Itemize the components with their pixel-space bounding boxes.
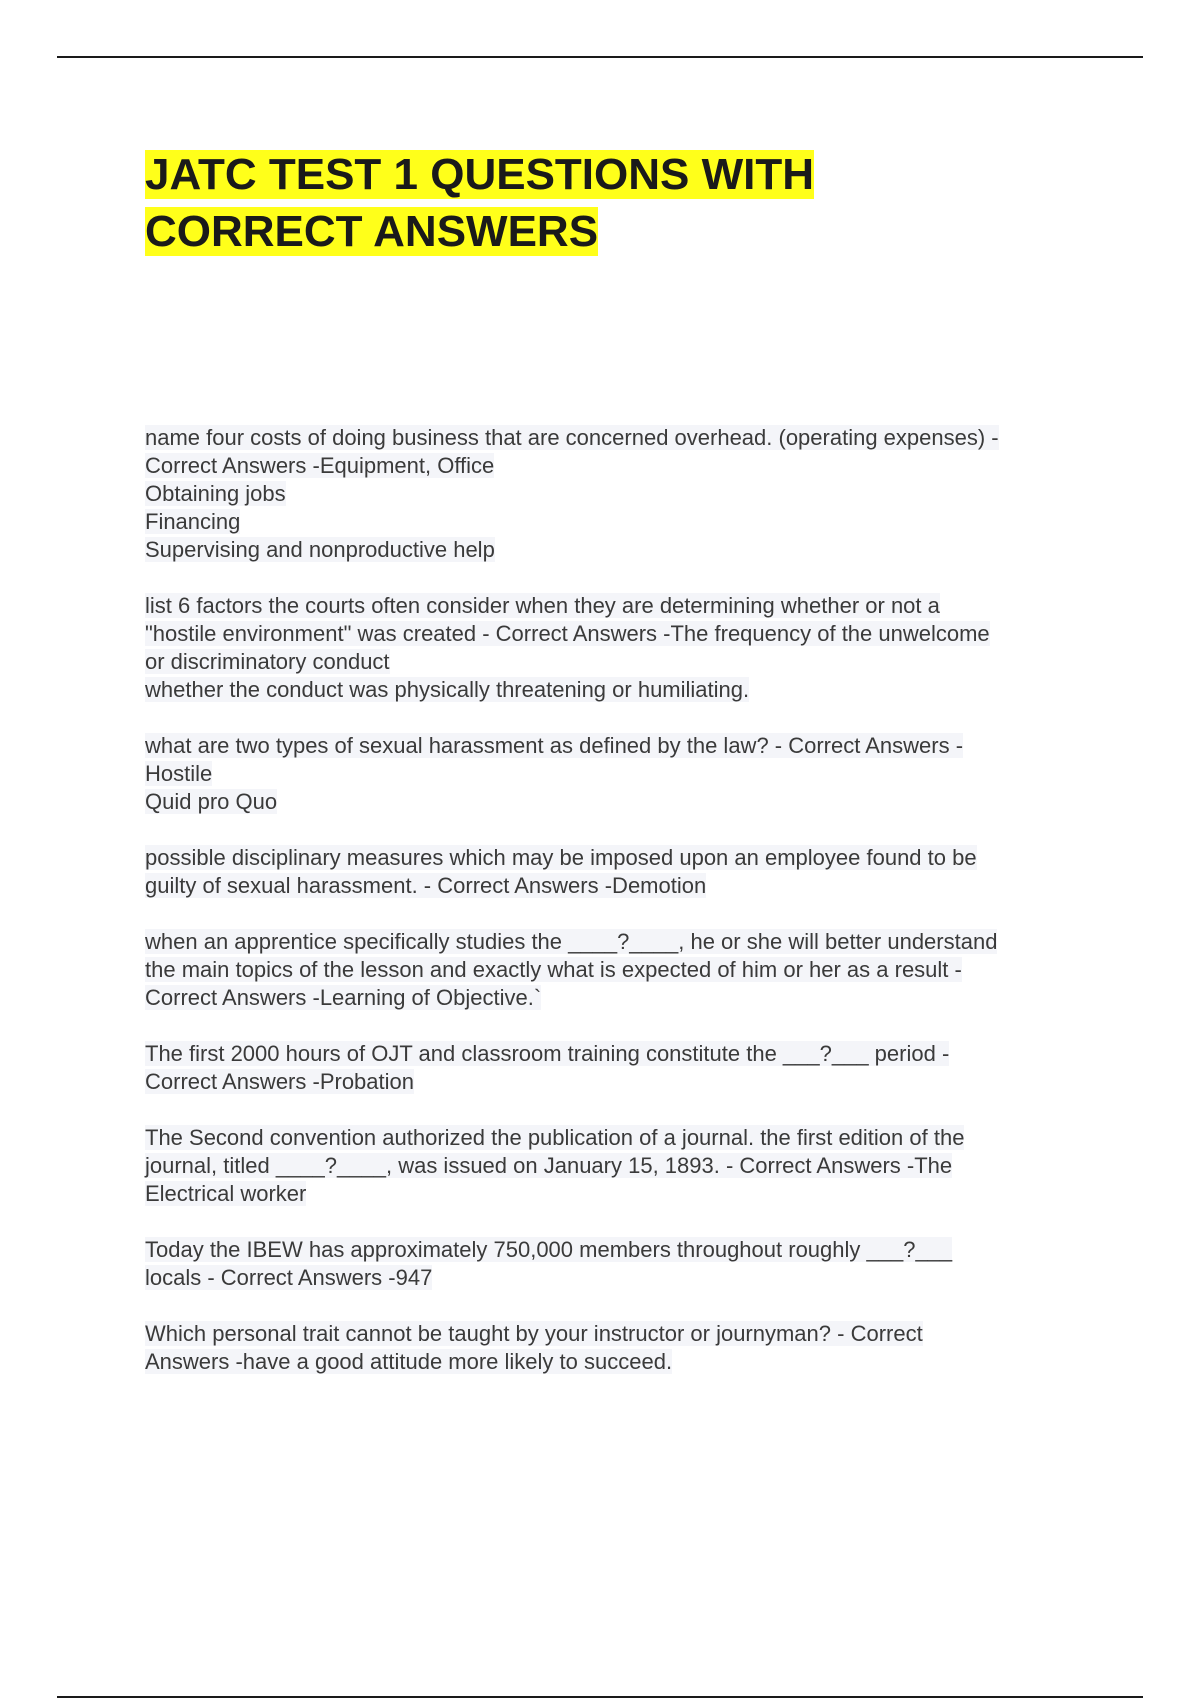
qa-line — [145, 1348, 1105, 1376]
qa-line — [145, 788, 1105, 816]
qa-line — [145, 424, 1105, 452]
qa-line-text: Correct Answers -Equipment, Office — [145, 453, 495, 478]
qa-entry — [145, 1124, 1105, 1208]
qa-line — [145, 676, 1105, 704]
qa-line-text: list 6 factors the courts often consider when they are determining whether or not a — [145, 593, 940, 618]
qa-line — [145, 480, 1105, 508]
qa-line-text: Today the IBEW has approximately 750,000 members throughout roughly ___?___ — [145, 1237, 953, 1262]
qa-line-text: Financing — [145, 509, 241, 534]
qa-line — [145, 844, 1105, 872]
title-line-2: CORRECT ANSWERS — [145, 207, 599, 256]
qa-line-text: Quid pro Quo — [145, 789, 278, 814]
qa-line — [145, 1264, 1105, 1292]
qa-line-text: when an apprentice specifically studies the ____?____, he or she will better understand — [145, 929, 998, 954]
qa-line-text: possible disciplinary measures which may be imposed upon an employee found to be — [145, 845, 977, 870]
qa-line-text: name four costs of doing business that are concerned overhead. (operating expenses) - — [145, 425, 999, 450]
qa-line-text: Supervising and nonproductive help — [145, 537, 495, 562]
qa-entry — [145, 424, 1105, 564]
qa-line-text: what are two types of sexual harassment as defined by the law? - Correct Answers - — [145, 733, 964, 758]
qa-line — [145, 1152, 1105, 1180]
qa-line — [145, 1180, 1105, 1208]
qa-line — [145, 928, 1105, 956]
qa-line — [145, 1320, 1105, 1348]
page-top-rule — [57, 56, 1143, 58]
qa-line-text: Hostile — [145, 761, 213, 786]
qa-entry — [145, 1236, 1105, 1292]
qa-line-text: the main topics of the lesson and exactly what is expected of him or her as a result - — [145, 957, 962, 982]
qa-line-text: Correct Answers -Learning of Objective.` — [145, 985, 542, 1010]
title-line-1: JATC TEST 1 QUESTIONS WITH — [145, 150, 815, 199]
qa-line — [145, 508, 1105, 536]
qa-line — [145, 648, 1105, 676]
qa-entry — [145, 592, 1105, 704]
qa-list — [145, 424, 1105, 1404]
qa-line-text: Electrical worker — [145, 1181, 307, 1206]
qa-line — [145, 1068, 1105, 1096]
qa-line — [145, 1236, 1105, 1264]
qa-line-text: journal, titled ____?____, was issued on January 15, 1893. - Correct Answers -The — [145, 1153, 953, 1178]
document-title — [145, 146, 1145, 260]
qa-line — [145, 1124, 1105, 1152]
qa-line-text: guilty of sexual harassment. - Correct Answers -Demotion — [145, 873, 707, 898]
qa-line — [145, 760, 1105, 788]
qa-line-text: locals - Correct Answers -947 — [145, 1265, 433, 1290]
qa-line — [145, 620, 1105, 648]
qa-line-text: The Second convention authorized the publication of a journal. the first edition of the — [145, 1125, 965, 1150]
qa-line — [145, 452, 1105, 480]
qa-line — [145, 984, 1105, 1012]
qa-line-text: Obtaining jobs — [145, 481, 286, 506]
qa-line — [145, 1040, 1105, 1068]
qa-entry — [145, 844, 1105, 900]
qa-entry — [145, 1320, 1105, 1376]
qa-entry — [145, 732, 1105, 816]
qa-line — [145, 956, 1105, 984]
qa-line — [145, 872, 1105, 900]
qa-line — [145, 592, 1105, 620]
qa-line-text: whether the conduct was physically threatening or humiliating. — [145, 677, 750, 702]
qa-line-text: "hostile environment" was created - Correct Answers -The frequency of the unwelcome — [145, 621, 990, 646]
qa-line-text: or discriminatory conduct — [145, 649, 390, 674]
qa-line-text: Answers -have a good attitude more likely to succeed. — [145, 1349, 673, 1374]
qa-entry — [145, 1040, 1105, 1096]
qa-line — [145, 536, 1105, 564]
qa-entry — [145, 928, 1105, 1012]
qa-line — [145, 732, 1105, 760]
qa-line-text: The first 2000 hours of OJT and classroom training constitute the ___?___ period - — [145, 1041, 950, 1066]
qa-line-text: Which personal trait cannot be taught by your instructor or journyman? - Correct — [145, 1321, 923, 1346]
page-bottom-rule — [57, 1696, 1143, 1698]
qa-line-text: Correct Answers -Probation — [145, 1069, 414, 1094]
